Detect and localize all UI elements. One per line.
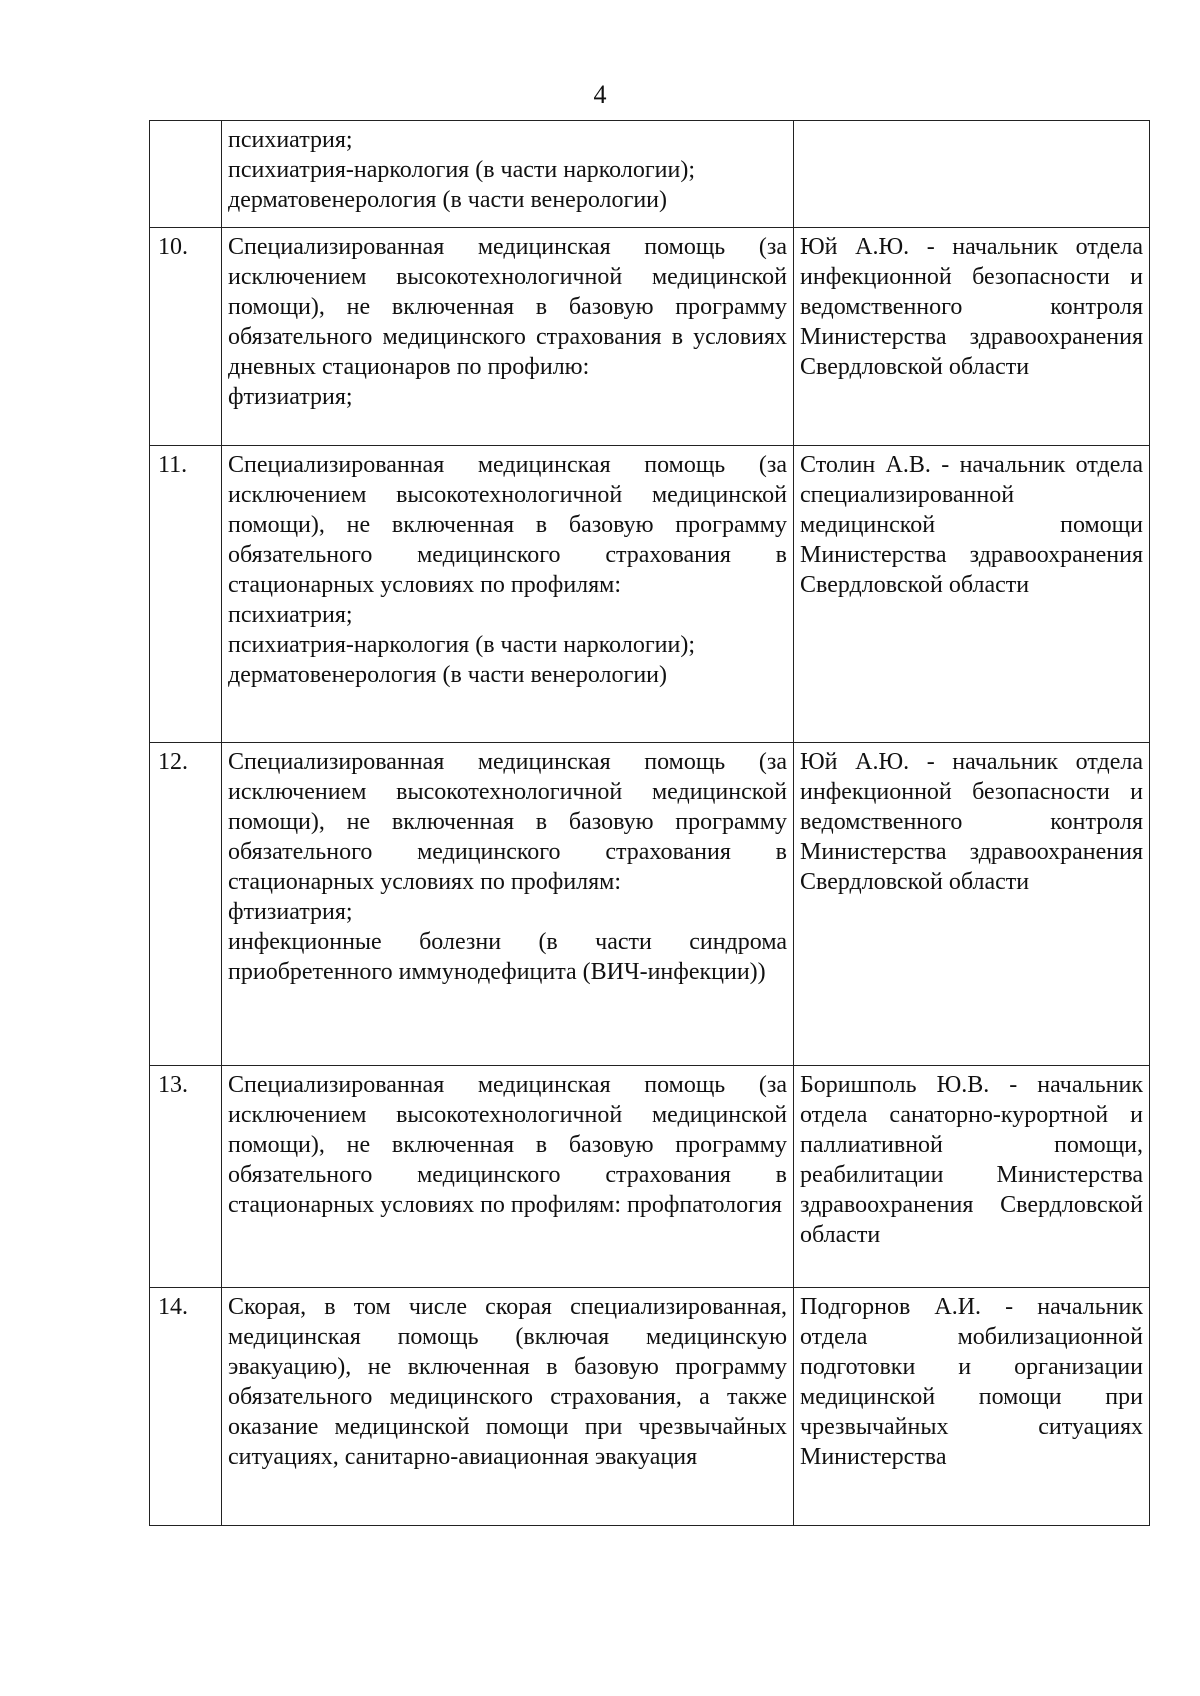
description-line: дерматовенерология (в части венерологии) — [228, 662, 668, 688]
row-description — [222, 121, 794, 228]
row-responsible: Боришполь Ю.В. - начальник отдела санаторно-курортной и паллиативной помощи, реабилитации Министерства здравоохранения Свердловской области — [794, 1066, 1150, 1288]
table-row — [150, 1066, 1150, 1288]
description-line: Специализированная медицинская помощь (за исключением высокотехнологичной медицинской помощи), не включенная в базовую программу обязательного медицинского страхования в стационарных условиях по профилям: — [228, 452, 787, 598]
responsibility-table — [149, 120, 1150, 1526]
row-responsible: Столин А.В. - начальник отдела специализированной медицинской помощи Министерства здравоохранения Свердловской области — [794, 446, 1150, 743]
row-responsible: Юй А.Ю. - начальник отдела инфекционной безопасности и ведомственного контроля Министерства здравоохранения Свердловской области — [794, 228, 1150, 446]
table-row — [150, 446, 1150, 743]
table-row — [150, 1288, 1150, 1526]
row-description — [222, 1066, 794, 1288]
row-number: 13. — [150, 1066, 222, 1288]
table-row — [150, 121, 1150, 228]
description-line: фтизиатрия; — [228, 384, 353, 410]
row-responsible: Юй А.Ю. - начальник отдела инфекционной безопасности и ведомственного контроля Министерства здравоохранения Свердловской области — [794, 743, 1150, 1066]
row-description — [222, 743, 794, 1066]
description-line: дерматовенерология (в части венерологии) — [228, 187, 668, 213]
page-number: 4 — [593, 80, 607, 109]
description-line: психиатрия-наркология (в части наркологии); — [228, 632, 696, 658]
row-responsible: Подгорнов А.И. - начальник отдела мобилизационной подготовки и организации медицинской помощи при чрезвычайных ситуациях Министерства — [794, 1288, 1150, 1526]
row-number — [150, 121, 222, 228]
row-description — [222, 228, 794, 446]
table-row — [150, 228, 1150, 446]
table-row — [150, 743, 1150, 1066]
row-number: 11. — [150, 446, 222, 743]
row-responsible — [794, 121, 1150, 228]
description-line: Специализированная медицинская помощь (за исключением высокотехнологичной медицинской помощи), не включенная в базовую программу обязательного медицинского страхования в стационарных условиях по профилям: — [228, 749, 787, 895]
row-number: 14. — [150, 1288, 222, 1526]
description-line: психиатрия-наркология (в части наркологии); — [228, 157, 696, 183]
row-number: 10. — [150, 228, 222, 446]
description-line: Специализированная медицинская помощь (за исключением высокотехнологичной медицинской помощи), не включенная в базовую программу обязательного медицинского страхования в стационарных условиях по профилям: профпатология — [228, 1072, 787, 1218]
row-description — [222, 1288, 794, 1526]
description-line: психиатрия; — [228, 127, 353, 153]
row-description — [222, 446, 794, 743]
description-line: психиатрия; — [228, 602, 353, 628]
description-line: Специализированная медицинская помощь (за исключением высокотехнологичной медицинской помощи), не включенная в базовую программу обязательного медицинского страхования в условиях дневных стационаров по профилю: — [228, 234, 787, 380]
description-line: фтизиатрия; — [228, 899, 353, 925]
description-line: инфекционные болезни (в части синдрома приобретенного иммунодефицита (ВИЧ-инфекции)) — [228, 929, 787, 985]
row-number: 12. — [150, 743, 222, 1066]
description-line: Скорая, в том числе скорая специализированная, медицинская помощь (включая медицинскую эвакуацию), не включенная в базовую программу обязательного медицинского страхования, а также оказание медицинской помощи при чрезвычайных ситуациях, санитарно-авиационная эвакуация — [228, 1294, 787, 1470]
